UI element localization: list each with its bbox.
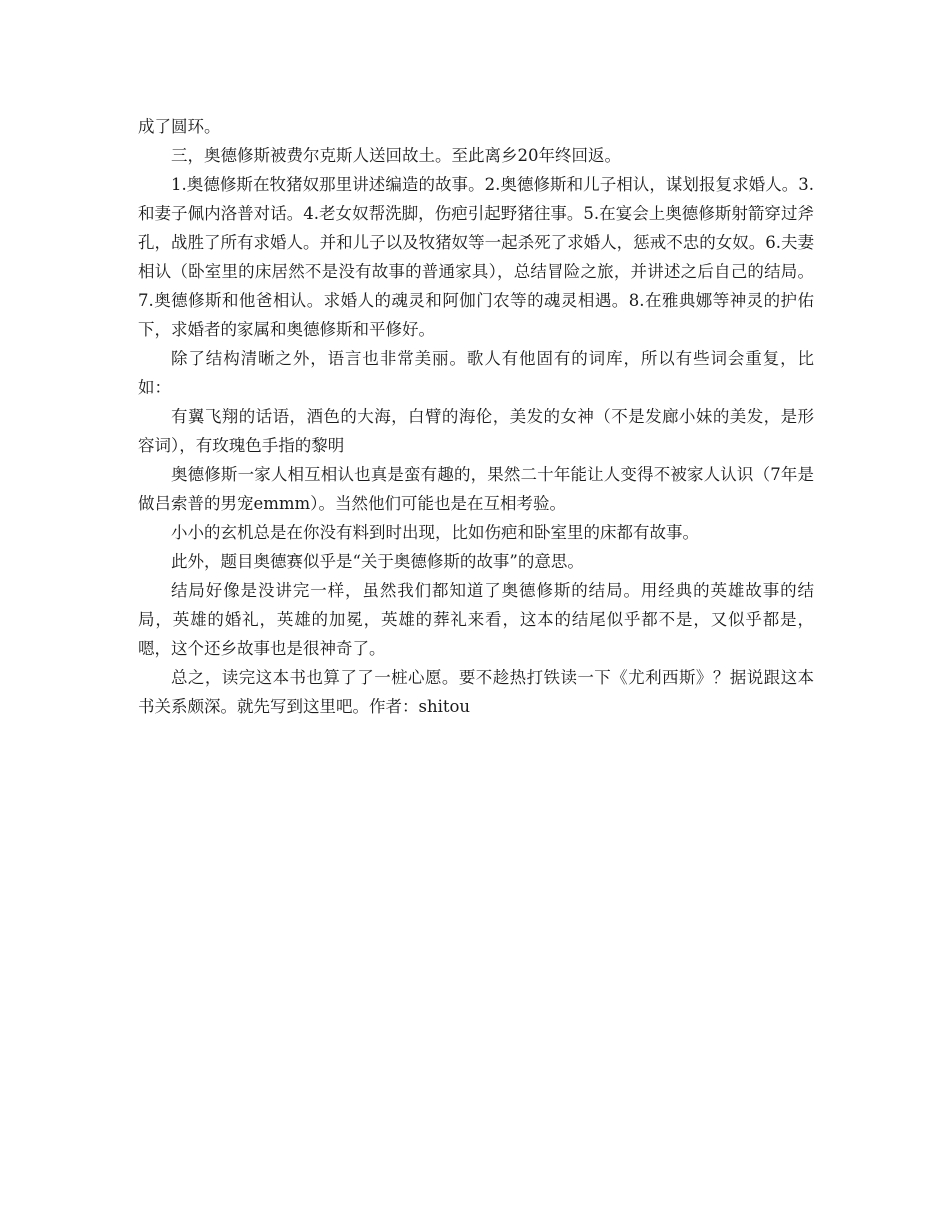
paragraph-part-three-events: 1.奥德修斯在牧猪奴那里讲述编造的故事。2.奥德修斯和儿子相认，谋划报复求婚人。3.和妻子佩内洛普对话。4.老女奴帮洗脚，伤疤引起野猪往事。5.在宴会上奥德修斯射箭穿过斧孔，战胜了所有求婚人。并和儿子以及牧猪奴等一起杀死了求婚人，惩戒不忠的女奴。6.夫妻相认（卧室里的床居然不是没有故事的普通家具），总结冒险之旅，并讲述之后自己的结局。7.奥德修斯和他爸相认。求婚人的魂灵和阿伽门农等的魂灵相遇。8.在雅典娜等神灵的护佑下，求婚者的家属和奥德修斯和平修好。 — [138, 175, 814, 339]
paragraph-language: 除了结构清晰之外，语言也非常美丽。歌人有他固有的词库，所以有些词会重复，比如： — [138, 349, 814, 397]
paragraph-epithets: 有翼飞翔的话语，酒色的大海，白臂的海伦，美发的女神（不是发廊小妹的美发，是形容词），有玫瑰色手指的黎明 — [138, 407, 814, 455]
paragraph-part-three-heading: 三，奥德修斯被费尔克斯人送回故土。至此离乡20年终回返。 — [171, 146, 621, 165]
paragraph-ending: 结局好像是没讲完一样，虽然我们都知道了奥德修斯的结局。用经典的英雄故事的结局，英雄的婚礼，英雄的加冕，英雄的葬礼来看，这本的结尾似乎都不是，又似乎都是，嗯，这个还乡故事也是很神奇了。 — [138, 581, 814, 658]
paragraph-hidden-clues: 小小的玄机总是在你没有料到时出现，比如伤疤和卧室里的床都有故事。 — [171, 523, 699, 542]
paragraph-recognition: 奥德修斯一家人相互相认也真是蛮有趣的，果然二十年能让人变得不被家人认识（7年是做吕索普的男宠emmm）。当然他们可能也是在互相考验。 — [138, 465, 814, 513]
paragraph-continuation: 成了圆环。 — [138, 117, 221, 136]
document-body — [138, 112, 814, 721]
paragraph-title-meaning: 此外，题目奥德赛似乎是“关于奥德修斯的故事”的意思。 — [171, 552, 584, 571]
paragraph-conclusion: 总之，读完这本书也算了了一桩心愿。要不趁热打铁读一下《尤利西斯》？据说跟这本书关系颇深。就先写到这里吧。作者：shitou — [138, 668, 814, 716]
